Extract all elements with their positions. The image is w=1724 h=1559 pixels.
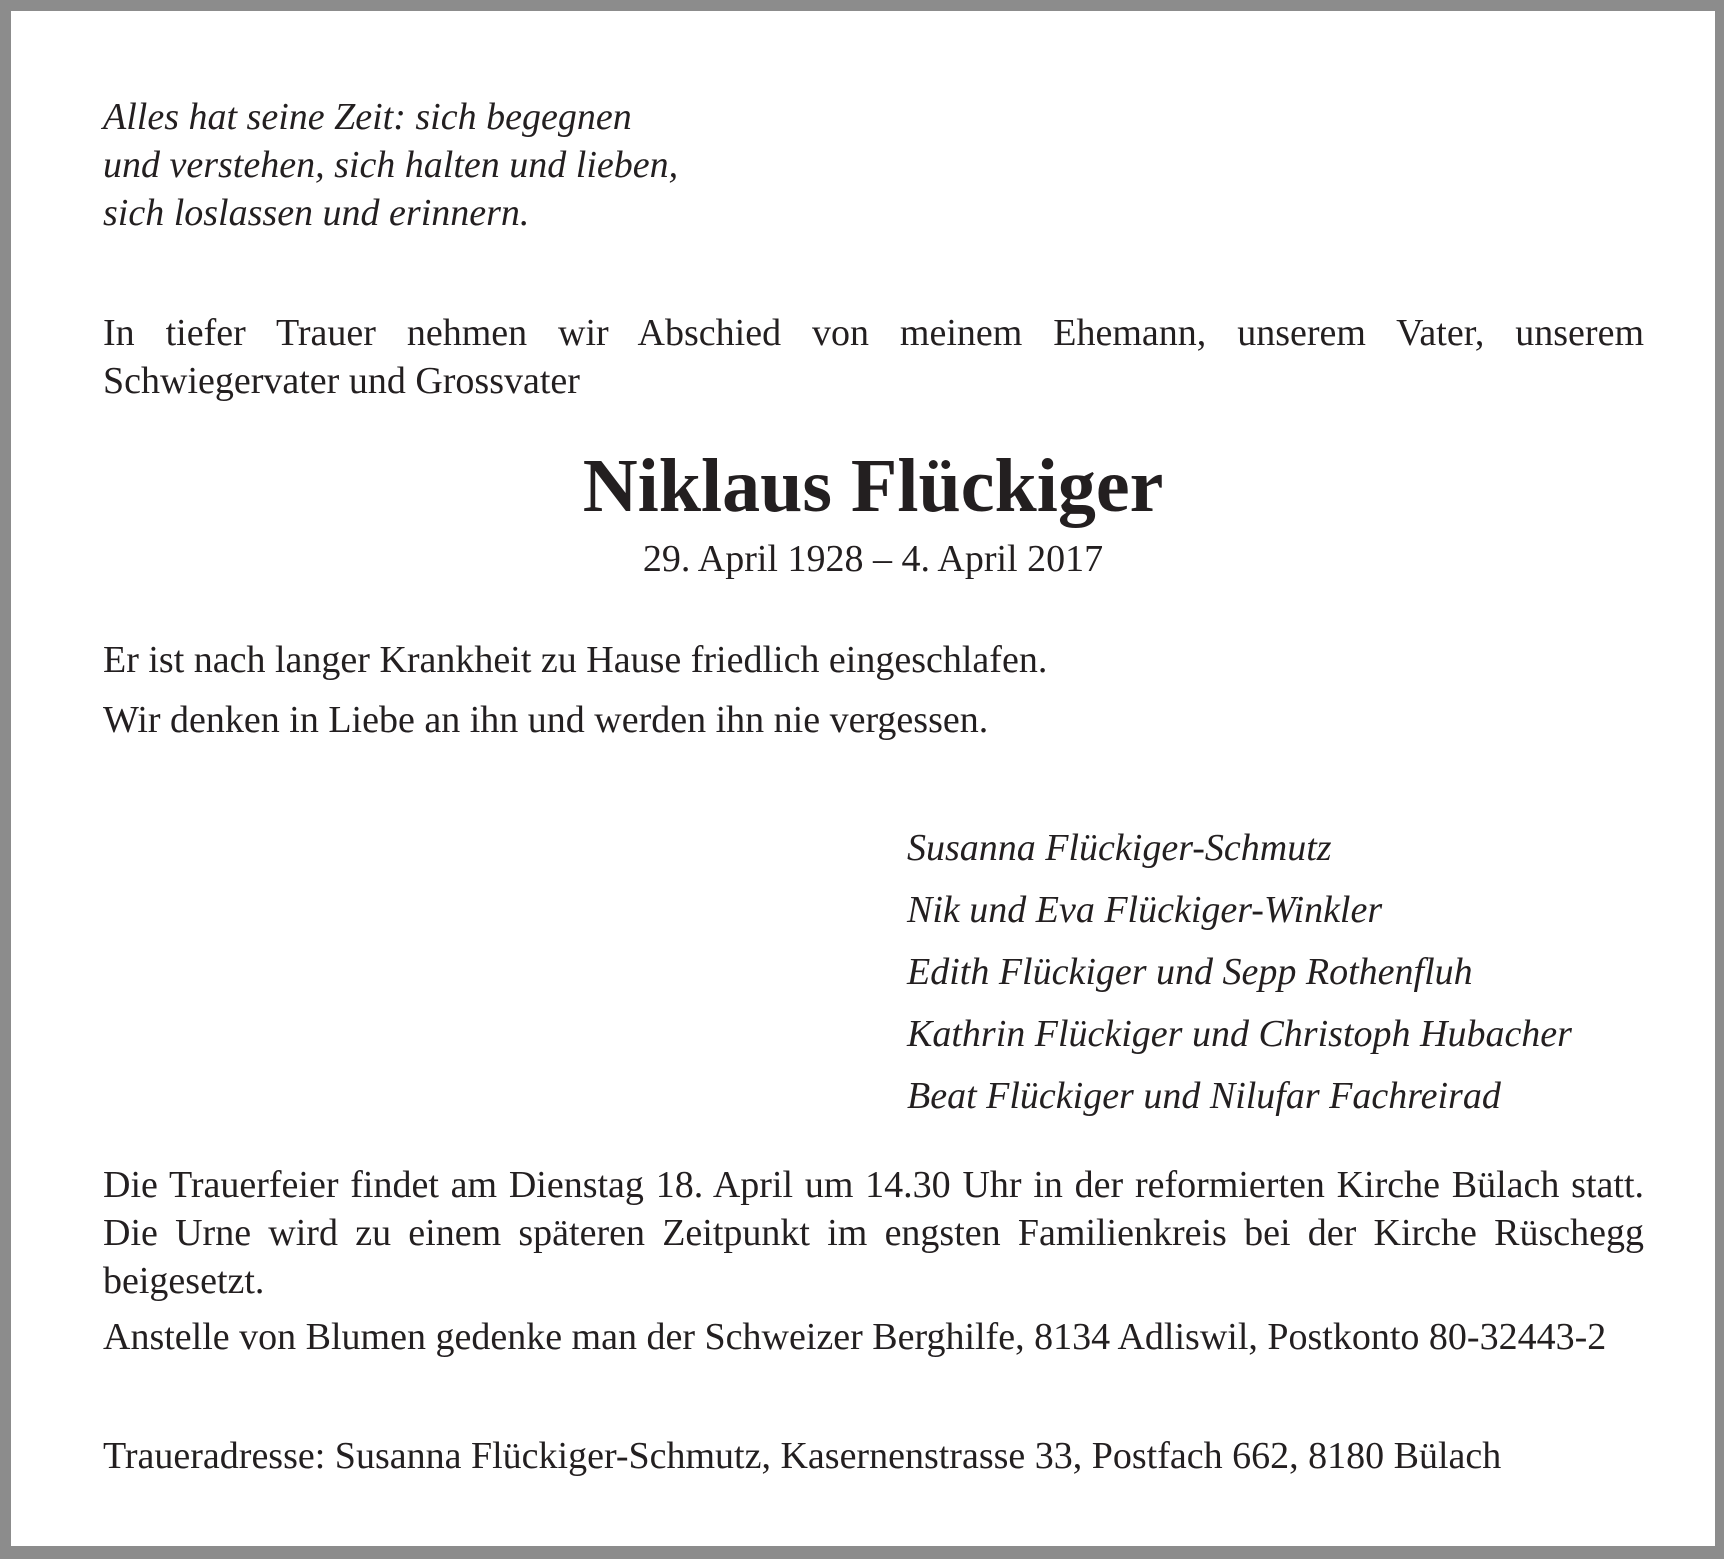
mourner-name: Susanna Flückiger-Schmutz: [907, 827, 1332, 869]
statement-line: Er ist nach langer Krankheit zu Hause friedlich eingeschlafen.: [103, 639, 1048, 681]
ceremony-paragraph: Die Trauerfeier findet am Dienstag 18. April um 14.30 Uhr in der reformierten Kirche Bülach statt. Die Urne wird zu einem späteren Zeitpunkt im engsten Familienkreis bei der Kirche Rüschegg beigesetzt.: [103, 1164, 1644, 1302]
donation-paragraph: Anstelle von Blumen gedenke man der Schweizer Berghilfe, 8134 Adliswil, Postkonto 80-32443-2: [103, 1316, 1607, 1358]
statement-line: Wir denken in Liebe an ihn und werden ihn nie vergessen.: [103, 699, 989, 741]
mourner-name: Nik und Eva Flückiger-Winkler: [907, 889, 1383, 931]
motto-line: und verstehen, sich halten und lieben,: [103, 144, 679, 186]
motto-verse: [103, 93, 678, 237]
life-dates: 29. April 1928 – 4. April 2017: [642, 538, 1104, 580]
mourners-list: [907, 817, 1572, 1127]
motto-line: Alles hat seine Zeit: sich begegnen: [103, 96, 632, 138]
deceased-name: Niklaus Flückiger: [582, 444, 1164, 528]
mourner-name: Beat Flückiger und Nilufar Fachreirad: [907, 1075, 1501, 1117]
mourner-name: Edith Flückiger und Sepp Rothenfluh: [907, 951, 1473, 993]
motto-line: sich loslassen und erinnern.: [103, 192, 530, 234]
intro-paragraph: In tiefer Trauer nehmen wir Abschied von meinem Ehemann, unserem Vater, unserem Schwiegervater und Grossvater: [103, 312, 1644, 402]
mourner-name: Kathrin Flückiger und Christoph Hubacher: [907, 1013, 1572, 1055]
mourning-address: Traueradresse: Susanna Flückiger-Schmutz, Kasernenstrasse 33, Postfach 662, 8180 Bülach: [103, 1435, 1502, 1477]
